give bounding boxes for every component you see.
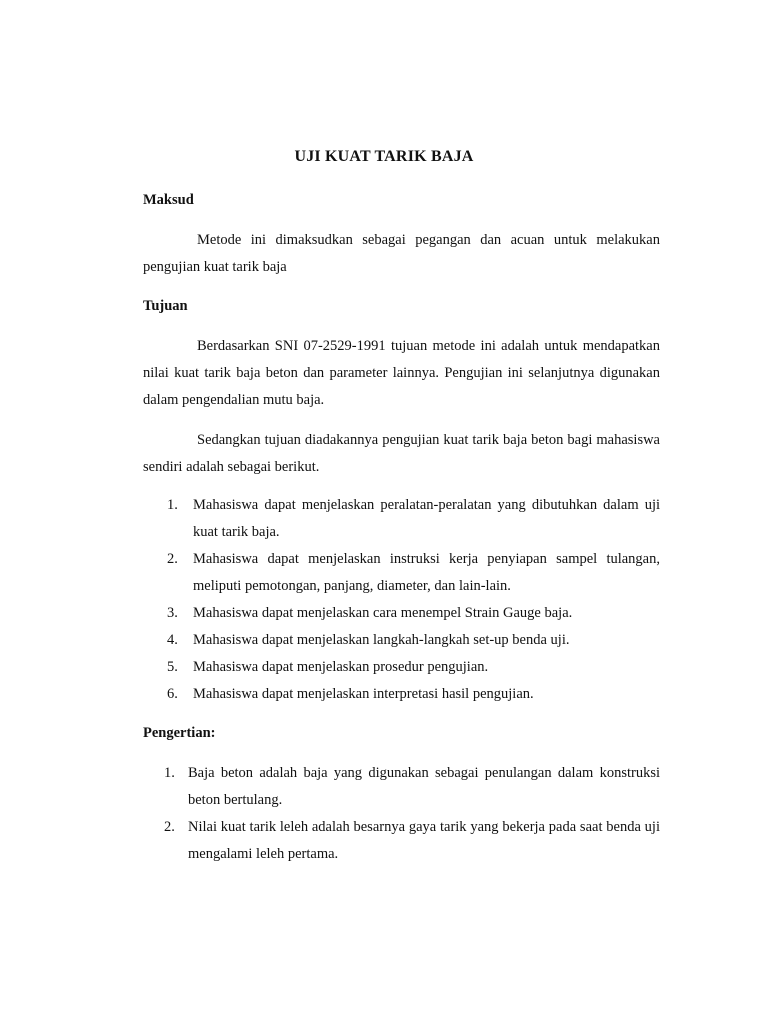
tujuan-list (143, 492, 660, 708)
list-item (143, 760, 660, 814)
list-item (143, 654, 660, 681)
document-title: UJI KUAT TARIK BAJA (294, 148, 474, 165)
list-item-text: Mahasiswa dapat menjelaskan instruksi kerja penyiapan sampel tulangan, meliputi pemotongan, panjang, diameter, dan lain-lain. (193, 551, 660, 594)
list-item-text: Mahasiswa dapat menjelaskan cara menempel Strain Gauge baja. (193, 605, 573, 621)
list-item-text: Mahasiswa dapat menjelaskan prosedur pengujian. (193, 659, 489, 675)
list-item-number: 2. (164, 819, 175, 835)
list-item-number: 5. (167, 659, 178, 675)
list-item-text: Mahasiswa dapat menjelaskan peralatan-peralatan yang dibutuhkan dalam uji kuat tarik baja. (193, 497, 660, 540)
pengertian-list (143, 760, 660, 868)
list-item-number: 3. (167, 605, 178, 621)
paragraph-tujuan-2: Sedangkan tujuan diadakannya pengujian kuat tarik baja beton bagi mahasiswa sendiri adalah sebagai berikut. (143, 432, 660, 475)
list-item-number: 1. (167, 497, 178, 513)
list-item-number: 2. (167, 551, 178, 567)
list-item-text: Mahasiswa dapat menjelaskan interpretasi hasil pengujian. (193, 686, 534, 702)
list-item-text: Nilai kuat tarik leleh adalah besarnya gaya tarik yang bekerja pada saat benda uji mengalami leleh pertama. (188, 819, 660, 862)
list-item (143, 492, 660, 546)
paragraph-maksud: Metode ini dimaksudkan sebagai pegangan dan acuan untuk melakukan pengujian kuat tarik baja (143, 232, 660, 275)
heading-pengertian: Pengertian: (143, 725, 216, 741)
paragraph-tujuan-1: Berdasarkan SNI 07-2529-1991 tujuan metode ini adalah untuk mendapatkan nilai kuat tarik baja beton dan parameter lainnya. Pengujian ini selanjutnya digunakan dalam pengendalian mutu baja. (143, 338, 660, 408)
heading-tujuan: Tujuan (143, 298, 188, 314)
heading-maksud: Maksud (143, 192, 194, 208)
list-item-number: 1. (164, 765, 175, 781)
list-item-number: 4. (167, 632, 178, 648)
list-item (143, 546, 660, 600)
list-item (143, 600, 660, 627)
list-item (143, 814, 660, 868)
list-item (143, 627, 660, 654)
list-item-number: 6. (167, 686, 178, 702)
list-item (143, 681, 660, 708)
list-item-text: Mahasiswa dapat menjelaskan langkah-langkah set-up benda uji. (193, 632, 570, 648)
list-item-text: Baja beton adalah baja yang digunakan sebagai penulangan dalam konstruksi beton bertulang. (188, 765, 660, 808)
